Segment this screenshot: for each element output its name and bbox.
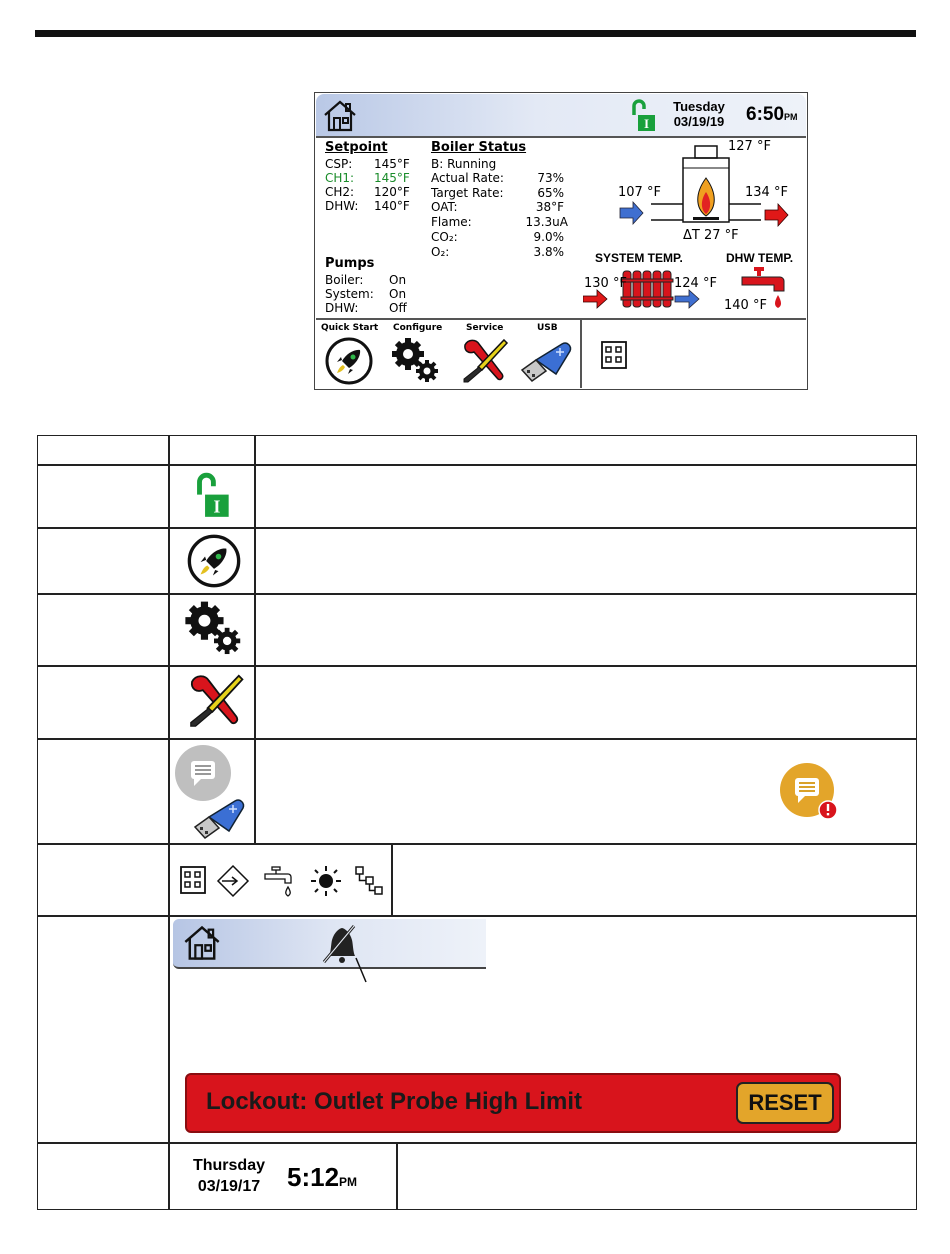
status-label-o2: O₂: bbox=[431, 245, 450, 259]
usb-icon bbox=[187, 795, 251, 841]
reset-button[interactable]: RESET bbox=[736, 1082, 834, 1124]
status-value-target-rate: 65% bbox=[537, 186, 564, 200]
status-value-oat: 38°F bbox=[535, 200, 564, 214]
setpoint-label-dhw: DHW: bbox=[325, 199, 359, 213]
unlock-icon bbox=[190, 471, 234, 521]
nav-label-usb: USB bbox=[537, 323, 558, 333]
pumps-title: Pumps bbox=[325, 256, 375, 271]
message-icon bbox=[174, 744, 232, 802]
example-time: 5:12 bbox=[287, 1162, 340, 1192]
building-icon bbox=[178, 864, 208, 896]
example-clock bbox=[287, 1162, 357, 1193]
network-icon bbox=[352, 864, 386, 898]
system-supply-temp: 130 °F bbox=[584, 276, 627, 291]
usb-icon[interactable] bbox=[518, 338, 574, 384]
system-temp-label: SYSTEM TEMP. bbox=[595, 251, 683, 265]
pump-value-boiler: On bbox=[389, 273, 407, 287]
status-label-actual-rate: Actual Rate: bbox=[431, 171, 504, 185]
status-label-flame: Flame: bbox=[431, 215, 472, 229]
example-day: Thursday bbox=[192, 1157, 265, 1174]
home-icon[interactable] bbox=[322, 98, 358, 134]
delta-t: ΔT 27 °F bbox=[683, 228, 739, 243]
setpoint-label-ch2: CH2: bbox=[325, 185, 355, 199]
nav-divider bbox=[316, 318, 806, 320]
setpoint-value-dhw: 140°F bbox=[374, 199, 410, 213]
table-row-rule bbox=[37, 527, 916, 529]
table-row-rule bbox=[37, 738, 916, 740]
table-row-rule bbox=[37, 593, 916, 595]
table-col-rule-3 bbox=[391, 844, 393, 916]
pump-label-system: System: bbox=[325, 287, 374, 301]
header-clock bbox=[746, 104, 798, 126]
nav-separator bbox=[580, 320, 582, 388]
boiler-status-title: Boiler Status bbox=[431, 140, 527, 155]
sensor-icon bbox=[216, 864, 250, 898]
setpoint-label-csp: CSP: bbox=[325, 157, 353, 171]
table-col-rule-2 bbox=[254, 435, 256, 844]
building-icon[interactable] bbox=[599, 339, 629, 371]
status-label-target-rate: Target Rate: bbox=[431, 186, 504, 200]
tools-icon bbox=[186, 671, 246, 731]
setpoint-value-ch1: 145°F bbox=[374, 171, 410, 185]
status-value-o2: 3.8% bbox=[533, 245, 564, 259]
top-rule bbox=[35, 30, 916, 37]
status-value-actual-rate: 73% bbox=[537, 171, 564, 185]
unlock-icon[interactable] bbox=[629, 98, 657, 134]
table-row-rule bbox=[37, 843, 916, 845]
gears-icon[interactable] bbox=[390, 336, 442, 386]
status-label-co2: CO₂: bbox=[431, 230, 458, 244]
example-ampm: PM bbox=[339, 1175, 358, 1189]
sun-icon bbox=[309, 864, 343, 898]
table-row-rule bbox=[37, 665, 916, 667]
dhw-temp-label: DHW TEMP. bbox=[726, 251, 794, 265]
svg-text:I: I bbox=[643, 116, 650, 131]
boiler-state: B: Running bbox=[431, 157, 497, 171]
header-day: Tuesday bbox=[673, 99, 725, 114]
nav-label-quick-start: Quick Start bbox=[321, 323, 379, 333]
setpoint-title: Setpoint bbox=[325, 140, 388, 155]
outlet-temp: 134 °F bbox=[745, 185, 788, 200]
header-date: 03/19/19 bbox=[673, 114, 725, 129]
status-label-oat: OAT: bbox=[431, 200, 458, 214]
nav-label-configure: Configure bbox=[393, 323, 443, 333]
header-ampm: PM bbox=[784, 112, 798, 122]
table-col-rule-1 bbox=[168, 435, 170, 1209]
table-row-rule bbox=[37, 1142, 916, 1144]
lockout-message: Lockout: Outlet Probe High Limit bbox=[206, 1088, 582, 1115]
dhw-temp-value: 140 °F bbox=[724, 298, 767, 313]
pump-value-system: On bbox=[389, 287, 407, 301]
table-row-rule bbox=[37, 915, 916, 917]
pump-label-boiler: Boiler: bbox=[325, 273, 364, 287]
tools-icon[interactable] bbox=[460, 336, 510, 386]
status-value-co2: 9.0% bbox=[533, 230, 564, 244]
status-value-flame: 13.3uA bbox=[525, 215, 568, 229]
setpoint-value-csp: 145°F bbox=[374, 157, 410, 171]
rocket-icon bbox=[186, 533, 242, 589]
pump-label-dhw: DHW: bbox=[325, 301, 359, 315]
gears-icon bbox=[183, 599, 245, 659]
faucet-icon bbox=[262, 864, 296, 898]
table-col-rule-4 bbox=[396, 1143, 398, 1209]
system-return-temp: 124 °F bbox=[674, 276, 717, 291]
table-row-rule bbox=[37, 464, 916, 466]
nav-label-service: Service bbox=[466, 323, 504, 333]
pump-value-dhw: Off bbox=[389, 301, 407, 315]
setpoint-label-ch1: CH1: bbox=[325, 171, 355, 185]
rocket-icon[interactable] bbox=[324, 336, 374, 386]
example-date: 03/19/17 bbox=[197, 1178, 261, 1195]
top-temp: 127 °F bbox=[728, 139, 771, 154]
message-alert-icon bbox=[779, 761, 839, 821]
svg-text:I: I bbox=[213, 496, 221, 517]
header-time: 6:50 bbox=[746, 104, 785, 125]
inlet-temp: 107 °F bbox=[618, 185, 661, 200]
setpoint-value-ch2: 120°F bbox=[374, 185, 410, 199]
bell-muted-icon bbox=[316, 922, 378, 986]
home-icon bbox=[182, 923, 222, 963]
